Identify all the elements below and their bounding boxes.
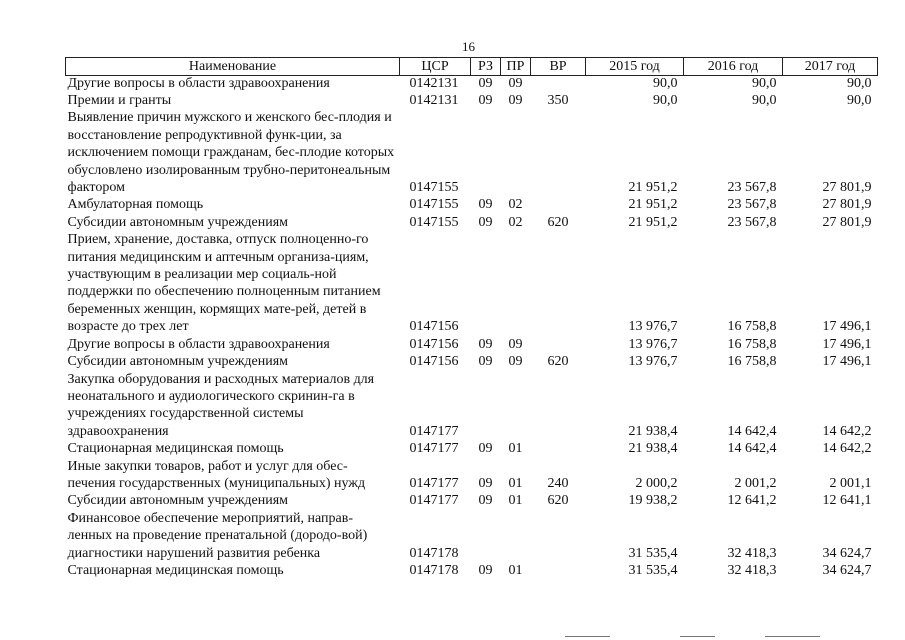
row-name: Субсидии автономным учреждениям — [67, 493, 289, 509]
page-number: 16 — [462, 39, 475, 54]
row-2016: 23 567,8 — [727, 180, 777, 196]
table-row — [66, 458, 878, 493]
row-2016: 32 418,3 — [727, 545, 777, 561]
row-vr: 620 — [547, 493, 569, 509]
row-vr — [531, 76, 586, 93]
table-row — [66, 231, 878, 335]
budget-table — [65, 57, 878, 579]
row-2015: 21 951,2 — [628, 197, 678, 213]
row-2015: 21 951,2 — [628, 180, 678, 196]
row-pr: 02 — [508, 214, 523, 230]
row-2015: 90,0 — [653, 93, 678, 108]
row-name: Стационарная медицинская помощь — [67, 562, 284, 578]
col-header-vr: ВР — [531, 58, 586, 76]
footer-rule-left — [565, 636, 610, 637]
row-vr — [531, 231, 586, 335]
table-header-row — [66, 58, 878, 76]
row-2016: 16 758,8 — [727, 336, 777, 352]
row-2016: 23 567,8 — [727, 197, 777, 213]
row-2015: 31 535,4 — [628, 562, 678, 578]
row-csr: 0147156 — [409, 336, 459, 352]
footer-rule-mid — [680, 636, 715, 637]
row-2017: 27 801,9 — [822, 180, 872, 196]
row-pr: 09 — [508, 76, 523, 91]
table-row — [66, 353, 878, 370]
row-2015: 21 938,4 — [628, 423, 678, 439]
row-csr: 0147155 — [409, 197, 459, 213]
row-2017: 12 641,1 — [822, 493, 872, 509]
row-2017: 27 801,9 — [822, 214, 872, 230]
table-row — [66, 440, 878, 457]
col-header-2016: 2016 год — [684, 58, 783, 76]
col-header-rz: РЗ — [471, 58, 501, 76]
row-2016: 23 567,8 — [727, 214, 777, 230]
col-header-2015: 2015 год — [586, 58, 684, 76]
row-2016: 16 758,8 — [727, 319, 777, 335]
row-2017: 14 642,2 — [822, 423, 872, 439]
row-vr — [531, 336, 586, 353]
row-name: Закупка оборудования и расходных материалов для неонатального и аудиологического скринин-га в учреждениях государственной системы здравоохранения — [67, 371, 375, 439]
table-row — [66, 562, 878, 579]
col-header-csr: ЦСР — [400, 58, 471, 76]
col-header-2017: 2017 год — [783, 58, 878, 76]
table-row — [66, 336, 878, 353]
table-row — [66, 492, 878, 509]
row-vr — [531, 371, 586, 441]
row-2016: 12 641,2 — [727, 493, 777, 509]
table-row — [66, 214, 878, 231]
row-name: Амбулаторная помощь — [67, 197, 204, 213]
row-rz — [471, 231, 501, 335]
row-rz: 09 — [478, 76, 493, 91]
footer-rule-right — [765, 636, 820, 637]
row-vr: 620 — [547, 354, 569, 370]
row-pr: 02 — [508, 197, 523, 213]
row-pr: 09 — [508, 93, 523, 108]
row-2015: 90,0 — [653, 76, 678, 91]
table-row — [66, 371, 878, 441]
row-vr: 350 — [547, 93, 569, 108]
row-rz: 09 — [478, 441, 493, 457]
row-csr: 0147156 — [409, 319, 459, 335]
row-name: Выявление причин мужского и женского бес-плодия и восстановление репродуктивной функ-ции, за исключением помощи гражданам, бес-плодие которых обусловлено изолированным трубно-перитонеальным фактором — [67, 110, 395, 196]
row-2015: 21 951,2 — [628, 214, 678, 230]
row-csr: 0147177 — [409, 423, 459, 439]
row-2016: 14 642,4 — [727, 441, 777, 457]
col-header-name: Наименование — [66, 58, 400, 76]
col-header-pr: ПР — [501, 58, 531, 76]
row-2017: 90,0 — [847, 76, 872, 91]
row-csr: 0142131 — [409, 76, 459, 91]
row-2015: 19 938,2 — [628, 493, 678, 509]
row-2016: 90,0 — [752, 76, 777, 91]
row-pr: 01 — [508, 475, 523, 491]
row-rz — [471, 109, 501, 196]
row-rz: 09 — [478, 562, 493, 578]
row-name: Субсидии автономным учреждениям — [67, 354, 289, 370]
row-2015: 2 000,2 — [635, 475, 678, 491]
row-csr: 0142131 — [409, 93, 459, 108]
row-pr — [501, 371, 531, 441]
row-rz: 09 — [478, 493, 493, 509]
row-2015: 13 976,7 — [628, 354, 678, 370]
table-row — [66, 109, 878, 196]
row-csr: 0147156 — [409, 354, 459, 370]
row-name: Премии и гранты — [67, 93, 172, 108]
row-2017: 34 624,7 — [822, 562, 872, 578]
row-rz: 09 — [478, 197, 493, 213]
row-pr — [501, 109, 531, 196]
row-2015: 13 976,7 — [628, 336, 678, 352]
table-row — [66, 196, 878, 213]
row-2015: 21 938,4 — [628, 441, 678, 457]
row-name: Стационарная медицинская помощь — [67, 441, 284, 457]
row-csr: 0147155 — [409, 180, 459, 196]
row-name: Финансовое обеспечение мероприятий, направ-ленных на проведение пренатальной (дородо-вой) диагностики нарушений развития ребенка — [67, 510, 368, 561]
row-2017: 14 642,2 — [822, 441, 872, 457]
table-row — [66, 92, 878, 109]
table-row — [66, 76, 878, 93]
row-2017: 2 001,1 — [829, 475, 872, 491]
row-vr — [531, 440, 586, 457]
row-csr: 0147177 — [409, 475, 459, 491]
row-rz: 09 — [478, 93, 493, 108]
row-rz: 09 — [478, 214, 493, 230]
row-name: Прием, хранение, доставка, отпуск полноценно-го питания медицинским и аптечным организа-циям, участвующим в реализации мер социаль-ной поддержки по обеспечению полноценным питанием беременных женщин, кормящих мате-рей, детей в возрасте до трех лет — [67, 232, 381, 335]
row-csr: 0147177 — [409, 493, 459, 509]
row-rz — [471, 371, 501, 441]
row-2016: 32 418,3 — [727, 562, 777, 578]
row-rz: 09 — [478, 336, 493, 352]
row-pr: 09 — [508, 336, 523, 352]
row-vr: 240 — [547, 475, 569, 491]
row-2017: 27 801,9 — [822, 197, 872, 213]
row-vr — [531, 196, 586, 213]
row-2016: 16 758,8 — [727, 354, 777, 370]
row-2017: 17 496,1 — [822, 336, 872, 352]
row-rz: 09 — [478, 354, 493, 370]
row-rz: 09 — [478, 475, 493, 491]
row-pr — [501, 231, 531, 335]
row-name: Другие вопросы в области здравоохранения — [67, 336, 330, 352]
row-pr: 01 — [508, 493, 523, 509]
row-2017: 17 496,1 — [822, 319, 872, 335]
row-rz — [471, 510, 501, 562]
row-2015: 31 535,4 — [628, 545, 678, 561]
row-vr — [531, 109, 586, 196]
row-vr — [531, 562, 586, 579]
row-name: Другие вопросы в области здравоохранения — [67, 76, 330, 91]
row-csr: 0147155 — [409, 214, 459, 230]
row-2017: 34 624,7 — [822, 545, 872, 561]
row-name: Иные закупки товаров, работ и услуг для обес-печения государственных (муниципальных) нужд — [67, 458, 366, 491]
table-row — [66, 510, 878, 562]
row-name: Субсидии автономным учреждениям — [67, 214, 289, 230]
row-2016: 2 001,2 — [734, 475, 777, 491]
row-csr: 0147177 — [409, 441, 459, 457]
row-csr: 0147178 — [409, 562, 459, 578]
row-pr: 01 — [508, 441, 523, 457]
row-2016: 14 642,4 — [727, 423, 777, 439]
row-pr: 01 — [508, 562, 523, 578]
row-2016: 90,0 — [752, 93, 777, 108]
row-2017: 90,0 — [847, 93, 872, 108]
row-vr: 620 — [547, 214, 569, 230]
row-2015: 13 976,7 — [628, 319, 678, 335]
row-vr — [531, 510, 586, 562]
row-2017: 17 496,1 — [822, 354, 872, 370]
row-csr: 0147178 — [409, 545, 459, 561]
row-pr — [501, 510, 531, 562]
row-pr: 09 — [508, 354, 523, 370]
